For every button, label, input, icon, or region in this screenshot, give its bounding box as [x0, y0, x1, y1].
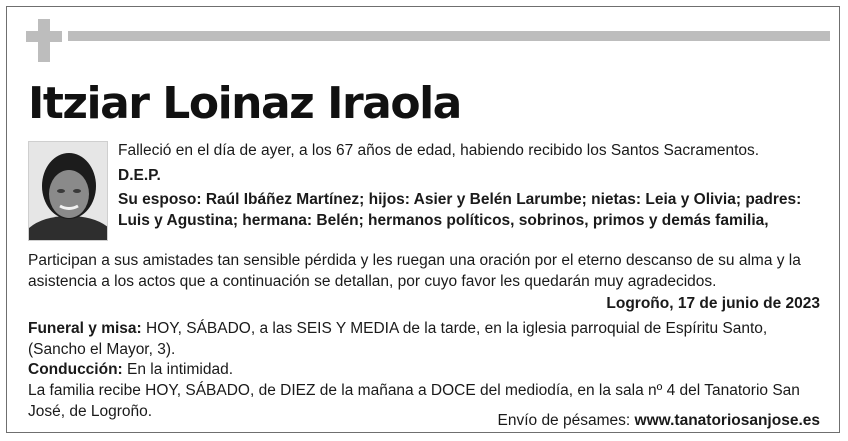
- funeral-info: [28, 318, 828, 360]
- family-list: Su esposo: Raúl Ibáñez Martínez; hijos: Asier y Belén Larumbe; nietas: Leia y Olivia; padres: Luis y Agustina; hermana: Belén; hermanos políticos, sobrinos, primos y demás familia,: [118, 191, 802, 229]
- request-text: Participan a sus amistades tan sensible pérdida y les ruegan una oración por el eterno descanso de su alma y la asistencia a los actos que a continuación se detallan, por cuyo favor les quedarán muy agradecidos.: [28, 252, 801, 290]
- condolences-line: [28, 410, 820, 431]
- funeral-label: Funeral y misa:: [28, 320, 142, 337]
- cross-icon-bar: [26, 31, 62, 42]
- place-date: Logroño, 17 de junio de 2023: [606, 295, 820, 312]
- header-rule: [68, 31, 830, 41]
- dep-text: D.E.P.: [118, 167, 161, 184]
- deceased-name: Itziar Loinaz Iraola: [28, 78, 461, 129]
- condolences-label: Envío de pésames:: [497, 412, 631, 429]
- condolences-link[interactable]: www.tanatoriosanjose.es: [634, 412, 820, 429]
- wake-info: La familia recibe HOY, SÁBADO, de DIEZ de la mañana a DOCE del mediodía, en la sala nº 4 del Tanatorio San José, de Logroño.: [28, 382, 800, 420]
- intro-text: Falleció en el día de ayer, a los 67 años de edad, habiendo recibido los Santos Sacramentos.: [118, 142, 760, 159]
- conduccion-label: Conducción:: [28, 361, 123, 378]
- portrait-photo: [28, 141, 108, 241]
- funeral-text: HOY, SÁBADO, a las SEIS Y MEDIA de la tarde, en la iglesia parroquial de Espíritu Santo, (Sancho el Mayor, 3).: [28, 320, 768, 358]
- conduccion-info: [28, 359, 828, 380]
- conduccion-text: En la intimidad.: [127, 361, 234, 378]
